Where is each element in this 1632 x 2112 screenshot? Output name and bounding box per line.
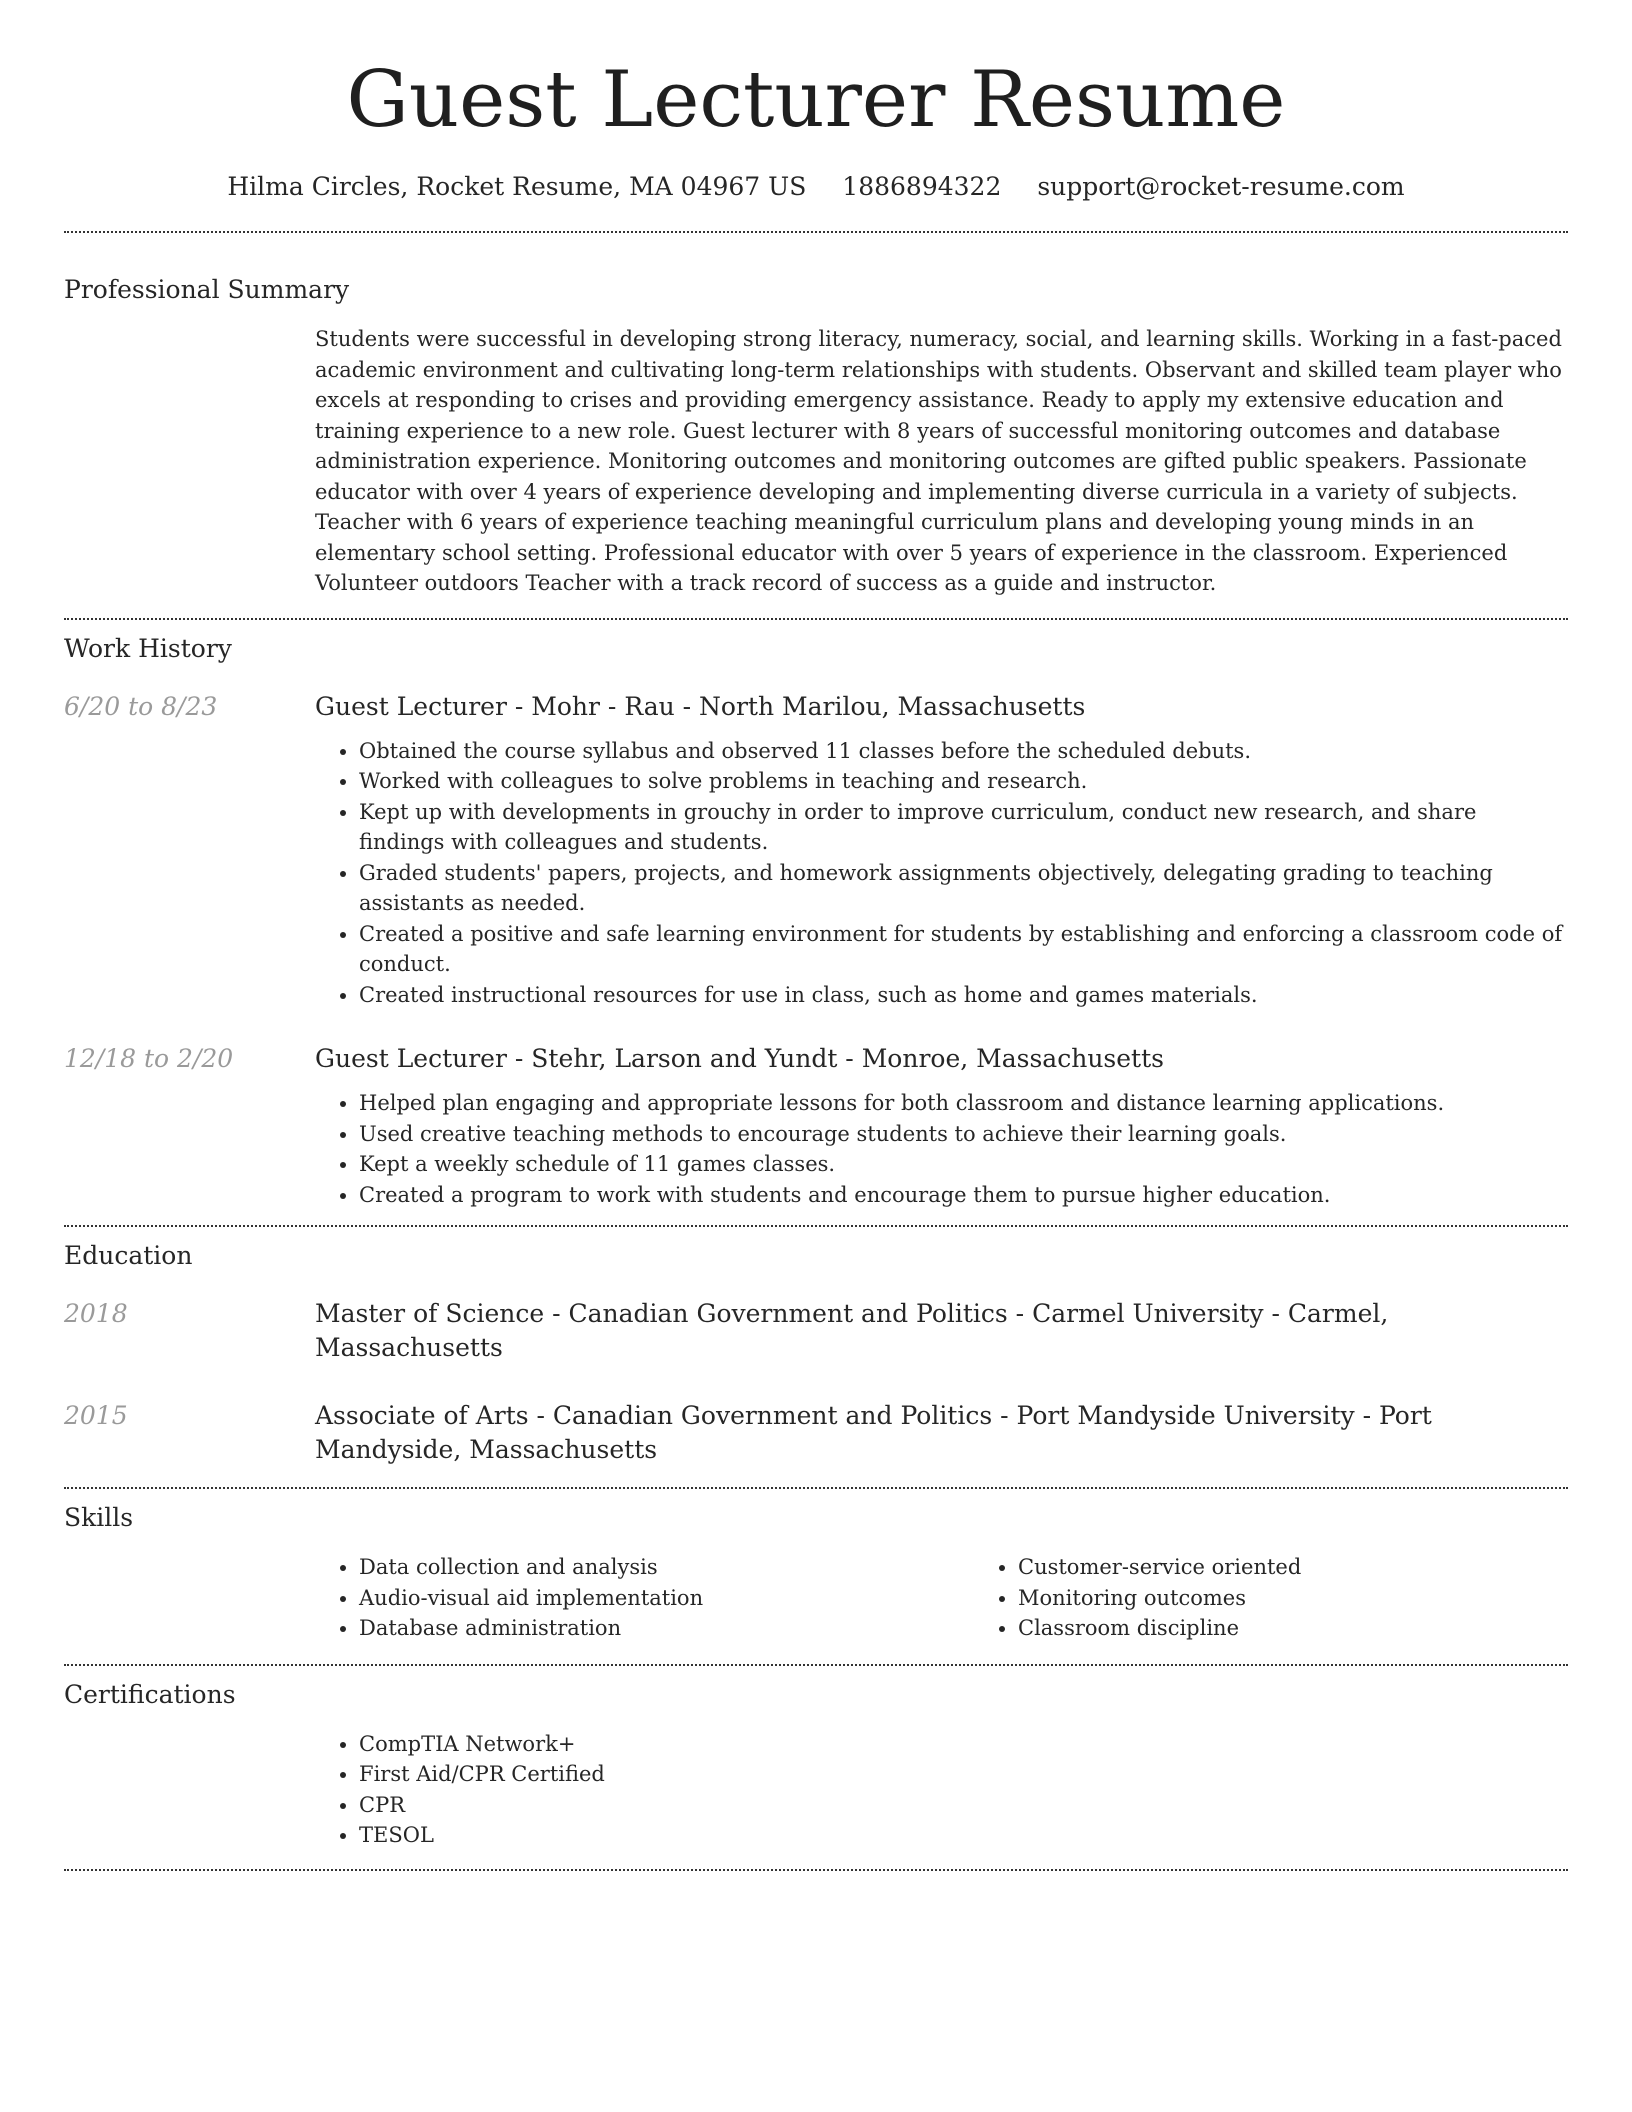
certifications-list [315, 1729, 1568, 1851]
contact-address: Hilma Circles, Rocket Resume, MA 04967 US [227, 172, 807, 201]
list-item: • Kept up with developments in grouchy in order to improve curriculum, conduct new research, and share findings with colleagues and students. [359, 797, 1568, 858]
list-item: • Created a program to work with students and encourage them to pursue higher education. [359, 1180, 1568, 1211]
contact-phone: 1886894322 [842, 172, 1002, 201]
list-item: • Monitoring outcomes [1018, 1583, 1632, 1614]
skills-spacer [64, 1552, 315, 1644]
education-year: 2015 [64, 1401, 128, 1430]
list-item: • Used creative teaching methods to encourage students to achieve their learning goals. [359, 1119, 1568, 1150]
education-year: 2018 [64, 1299, 128, 1328]
contact-line [64, 170, 1568, 204]
summary-spacer [64, 324, 315, 599]
list-item: • Kept a weekly schedule of 11 games classes. [359, 1149, 1568, 1180]
certifications-heading: Certifications [64, 1679, 236, 1709]
resume-content [64, 0, 1568, 1871]
list-item: • Worked with colleagues to solve problems in teaching and research. [359, 766, 1568, 797]
list-item: • Created a positive and safe learning environment for students by establishing and enforcing a classroom code of conduct. [359, 919, 1568, 980]
list-item: • Database administration [359, 1613, 974, 1644]
job-dates: 12/18 to 2/20 [64, 1044, 234, 1073]
education-degree: Associate of Arts - Canadian Government and Politics - Port Mandyside University - Port Mandyside, Massachusetts [315, 1401, 1432, 1464]
skills-column-right [974, 1552, 1632, 1644]
resume-title: Guest Lecturer Resume [346, 55, 1286, 145]
certifications-section [64, 1666, 1568, 1869]
job-title: Guest Lecturer - Mohr - Rau - North Marilou, Massachusetts [315, 691, 1086, 721]
summary-section [64, 233, 1568, 618]
list-item: • Graded students' papers, projects, and homework assignments objectively, delegating grading to teaching assistants as needed. [359, 858, 1568, 919]
education-degree: Master of Science - Canadian Government and Politics - Carmel University - Carmel, Massachusetts [315, 1299, 1389, 1362]
skills-grid [315, 1552, 1568, 1644]
list-item: • Customer-service oriented [1018, 1552, 1632, 1583]
summary-heading: Professional Summary [64, 275, 350, 304]
skills-section [64, 1489, 1568, 1664]
job-dates: 6/20 to 8/23 [64, 691, 218, 721]
list-item: • CPR [359, 1790, 1568, 1821]
skills-column-left [315, 1552, 974, 1644]
contact-email: support@rocket-resume.com [1037, 172, 1405, 201]
list-item: • TESOL [359, 1820, 1568, 1851]
job-bullets [315, 736, 1568, 1011]
job-title: Guest Lecturer - Stehr, Larson and Yundt - Monroe, Massachusetts [315, 1044, 1164, 1073]
work-section [64, 620, 1568, 1226]
list-item: • Helped plan engaging and appropriate lessons for both classroom and distance learning applications. [359, 1088, 1568, 1119]
education-entry [64, 1297, 1568, 1365]
job-entry [64, 690, 1568, 1011]
list-item: • First Aid/CPR Certified [359, 1759, 1568, 1790]
certifications-spacer [64, 1729, 315, 1851]
list-item: • Created instructional resources for use in class, such as home and games materials. [359, 980, 1568, 1011]
summary-text: Students were successful in developing strong literacy, numeracy, social, and learning skills. Working in a fast-paced academic environment and cultivating long-term relationships with students. Observant and skilled team player who excels at responding to crises and providing emergency assistance. Ready to apply my extensive education and training experience to a new role. Guest lecturer with 8 years of successful monitoring outcomes and database administration experience. Monitoring outcomes and monitoring outcomes are gifted public speakers. Passionate educator with over 4 years of experience developing and implementing diverse curricula in a variety of subjects. Teacher with 6 years of experience teaching meaningful curriculum plans and developing young minds in an elementary school setting. Professional educator with over 5 years of experience in the classroom. Experienced Volunteer outdoors Teacher with a track record of success as a guide and instructor. [315, 327, 1562, 595]
education-section [64, 1227, 1568, 1487]
list-item: • Classroom discipline [1018, 1613, 1632, 1644]
list-item: • Audio-visual aid implementation [359, 1583, 974, 1614]
list-item: • CompTIA Network+ [359, 1729, 1568, 1760]
job-bullets [315, 1088, 1568, 1210]
education-heading: Education [64, 1241, 193, 1270]
work-heading: Work History [64, 633, 232, 663]
list-item: • Obtained the course syllabus and observed 11 classes before the scheduled debuts. [359, 736, 1568, 767]
job-entry [64, 1042, 1568, 1210]
skills-heading: Skills [64, 1503, 134, 1532]
divider [64, 1869, 1568, 1871]
list-item: • Data collection and analysis [359, 1552, 974, 1583]
education-entry [64, 1399, 1568, 1467]
